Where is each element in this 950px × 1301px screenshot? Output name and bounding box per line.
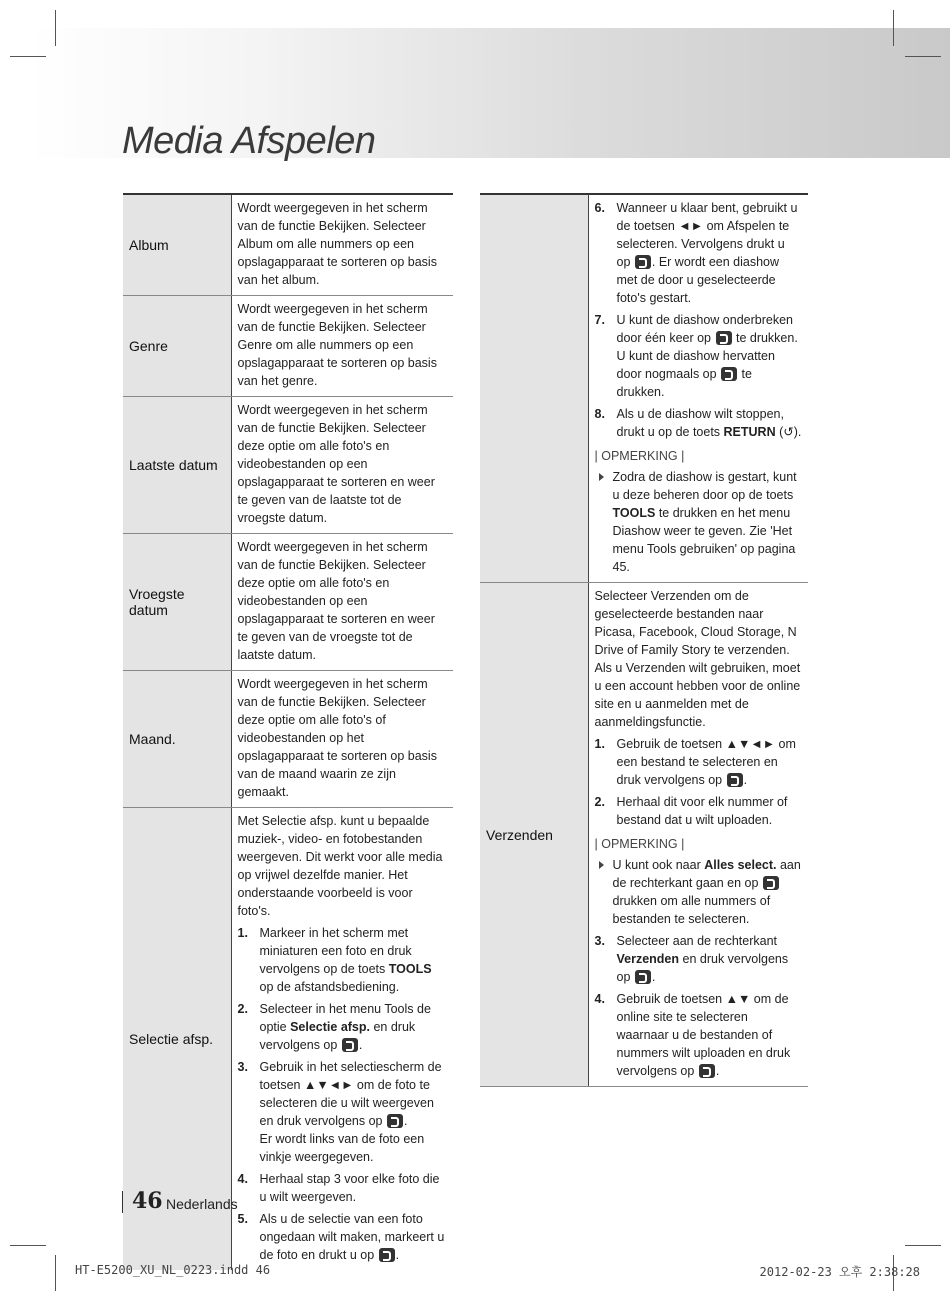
step-number: 3.	[594, 934, 605, 948]
note-bullet	[595, 856, 803, 928]
step-text: U kunt de diashow onderbreken door één keer op	[616, 313, 794, 345]
step-1	[595, 735, 803, 789]
step-text: Herhaal stap 3 voor elke foto die u wilt weergeven.	[259, 1172, 440, 1204]
page-language: Nederlands	[166, 1196, 238, 1212]
crop-mark	[893, 10, 894, 46]
footer-divider	[122, 1191, 123, 1213]
step-text: .	[715, 1064, 720, 1078]
step-number: 1.	[594, 737, 605, 751]
step-text: te drukken. U kunt de diashow hervatten door nogmaals op	[616, 331, 798, 381]
step-5	[238, 1210, 448, 1264]
crop-mark	[10, 1245, 46, 1246]
crop-mark	[10, 56, 46, 57]
step-text: Als u de diashow wilt stoppen, drukt u op de toets	[616, 407, 784, 439]
crop-mark	[55, 10, 56, 46]
step-text: .	[651, 970, 656, 984]
table-row	[123, 296, 453, 397]
step-number: 1.	[237, 926, 248, 940]
step-number: 4.	[594, 992, 605, 1006]
step-number: 2.	[594, 795, 605, 809]
row-description	[588, 583, 808, 1087]
note-text: te drukken en het menu Diashow weer te geven. Zie 'Het menu Tools gebruiken' op pagina 45.	[612, 506, 796, 574]
note-bullet	[595, 468, 803, 576]
row-label: Maand.	[123, 671, 231, 808]
menu-option-label: Verzenden	[616, 952, 680, 966]
table-row	[123, 397, 453, 534]
row-label: Vroegste datum	[123, 534, 231, 671]
step-text: en druk vervolgens op	[616, 952, 789, 984]
enter-button-icon	[716, 331, 732, 345]
page-number: 46	[132, 1188, 163, 1214]
enter-button-icon	[342, 1038, 358, 1052]
left-table	[123, 193, 453, 1270]
note-heading: | OPMERKING |	[594, 449, 685, 463]
step-text: Als u de selectie van een foto ongedaan wilt maken, markeert u de foto en drukt u op	[259, 1212, 445, 1262]
return-key-label: RETURN	[723, 425, 776, 439]
step-text: Selecteer in het menu Tools de optie	[259, 1002, 431, 1034]
enter-button-icon	[721, 367, 737, 381]
enter-button-icon	[727, 773, 743, 787]
note-text: drukken om alle nummers of bestanden te selecteren.	[612, 894, 771, 926]
slug-filename: HT-E5200_XU_NL_0223.indd 46	[75, 1263, 271, 1277]
enter-button-icon	[387, 1114, 403, 1128]
menu-option-label: Alles select.	[704, 858, 777, 872]
step-number: 2.	[237, 1002, 248, 1016]
step-8	[595, 405, 803, 441]
note-heading: | OPMERKING |	[594, 837, 685, 851]
enter-button-icon	[379, 1248, 395, 1262]
note-text: Zodra de diashow is gestart, kunt u deze beheren door op de toets	[612, 470, 797, 502]
table-row	[480, 194, 808, 583]
table-row	[123, 671, 453, 808]
right-table	[480, 193, 808, 1087]
step-text: .	[395, 1248, 400, 1262]
step-text: .	[358, 1038, 363, 1052]
step-2	[595, 793, 803, 829]
step-text: te drukken.	[616, 367, 752, 399]
row-label: Genre	[123, 296, 231, 397]
step-text: . Er wordt een diashow met de door u geselecteerde foto's gestart.	[616, 255, 780, 305]
row-description: Wordt weergegeven in het scherm van de functie Bekijken. Selecteer deze optie om alle foto's en videobestanden op een opslagapparaat te sorteren en weer te geven van de laatste tot de vroegste datum.	[231, 397, 453, 534]
intro-text: Selecteer Verzenden om de geselecteerde bestanden naar Picasa, Facebook, Cloud Storage, N Drive of Family Story te verzenden. Als u Verzenden wilt gebruiken, moet u een account hebben voor de online site en u aanmelden met de aanmeldingsfunctie.	[594, 589, 801, 729]
step-number: 3.	[237, 1060, 248, 1074]
step-text: Selecteer aan de rechterkant	[616, 934, 778, 948]
step-3	[595, 932, 803, 986]
step-text: .	[403, 1114, 408, 1128]
page-title: Media Afspelen	[122, 120, 376, 162]
row-label: Album	[123, 194, 231, 296]
step-text: Gebruik in het selectiescherm de toetsen ▲▼◄► om de foto te selecteren die u wilt weergeven en druk vervolgens op	[259, 1060, 442, 1128]
tools-key-label: TOOLS	[612, 506, 656, 520]
step-text: (↺).	[775, 425, 802, 439]
slug-timestamp: 2012-02-23 오후 2:38:28	[759, 1265, 920, 1279]
enter-button-icon	[635, 970, 651, 984]
crop-mark	[905, 1245, 941, 1246]
note-text: U kunt ook naar	[612, 858, 705, 872]
enter-button-icon	[763, 876, 779, 890]
step-text: Wanneer u klaar bent, gebruikt u de toetsen ◄► om Afspelen te selecteren. Vervolgens drukt u op	[616, 201, 798, 269]
enter-button-icon	[635, 255, 651, 269]
row-description	[588, 194, 808, 583]
step-subtext: Er wordt links van de foto een vinkje weergegeven.	[259, 1132, 425, 1164]
table-row	[123, 194, 453, 296]
crop-mark	[905, 56, 941, 57]
step-number: 6.	[594, 201, 605, 215]
step-2	[238, 1000, 448, 1054]
step-text: op de afstandsbediening.	[259, 980, 400, 994]
tools-key-label: TOOLS	[388, 962, 432, 976]
step-text: Gebruik de toetsen ▲▼ om de online site te selecteren waarnaar u de bestanden of nummers wilt uploaden en druk vervolgens op	[616, 992, 791, 1078]
step-6	[595, 199, 803, 307]
step-number: 8.	[594, 407, 605, 421]
step-text: Herhaal dit voor elk nummer of bestand dat u wilt uploaden.	[616, 795, 788, 827]
enter-button-icon	[699, 1064, 715, 1078]
step-1	[238, 924, 448, 996]
step-number: 7.	[594, 313, 605, 327]
step-text: en druk vervolgens op	[259, 1020, 416, 1052]
step-number: 4.	[237, 1172, 248, 1186]
row-description: Wordt weergegeven in het scherm van de functie Bekijken. Selecteer deze optie om alle foto's of videobestanden op het opslagapparaat te sorteren op basis van de maand waarin ze zijn gemaakt.	[231, 671, 453, 808]
step-4	[595, 990, 803, 1080]
row-description: Wordt weergegeven in het scherm van de functie Bekijken. Selecteer deze optie om alle foto's en videobestanden op een opslagapparaat te sorteren en weer te geven van de vroegste tot de laatste datum.	[231, 534, 453, 671]
step-4	[238, 1170, 448, 1206]
note-text: aan de rechterkant gaan en op	[612, 858, 801, 890]
row-label: Laatste datum	[123, 397, 231, 534]
step-7	[595, 311, 803, 401]
row-label-empty	[480, 194, 588, 583]
step-text: Gebruik de toetsen ▲▼◄► om een bestand te selecteren en druk vervolgens op	[616, 737, 796, 787]
step-number: 5.	[237, 1212, 248, 1226]
row-description: Wordt weergegeven in het scherm van de functie Bekijken. Selecteer Album om alle nummers op een opslagapparaat te sorteren op basis van het album.	[231, 194, 453, 296]
row-description	[231, 808, 453, 1271]
row-label: Selectie afsp.	[123, 808, 231, 1271]
intro-text: Met Selectie afsp. kunt u bepaalde muziek-, video- en fotobestanden weergeven. Dit werkt voor alle media op vrijwel dezelfde manier. Het onderstaande voorbeeld is voor foto's.	[237, 814, 443, 918]
table-row	[480, 583, 808, 1087]
row-label: Verzenden	[480, 583, 588, 1087]
table-row	[123, 534, 453, 671]
step-3	[238, 1058, 448, 1166]
crop-mark	[55, 1255, 56, 1291]
row-description: Wordt weergegeven in het scherm van de functie Bekijken. Selecteer Genre om alle nummers op een opslagapparaat te sorteren op basis van het genre.	[231, 296, 453, 397]
step-text: .	[743, 773, 748, 787]
step-text: Markeer in het scherm met miniaturen een foto en druk vervolgens op de toets	[259, 926, 412, 976]
menu-option-label: Selectie afsp.	[290, 1020, 370, 1034]
